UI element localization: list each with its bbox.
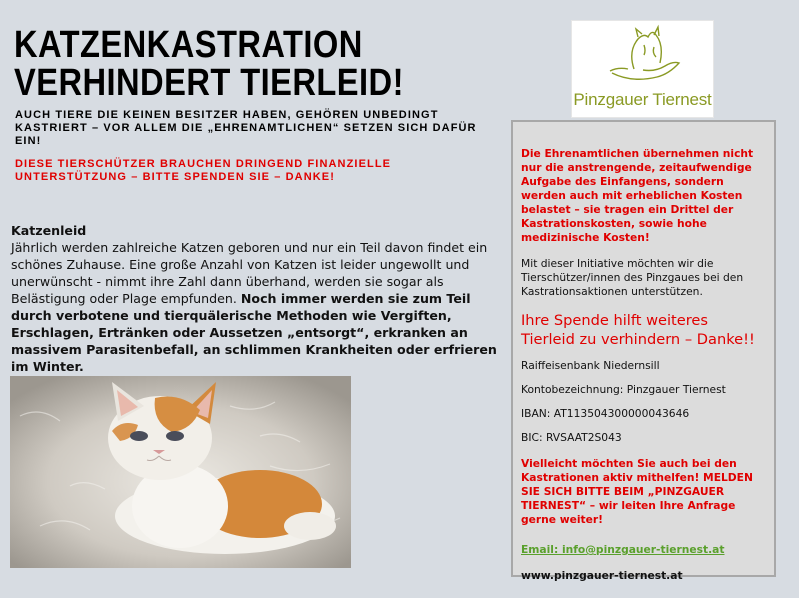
bic: BIC: RVSAAT2S043	[521, 431, 622, 444]
title-line-2: VERHINDERT TIERLEID!	[14, 62, 404, 104]
help-call: Vielleicht möchten Sie auch bei den Kastrationen aktiv mithelfen! MELDEN SIE SICH BITTE BEIM „PINZGAUER TIERNEST“ – wir leiten Ihre Anfrage gerne weiter!	[521, 457, 753, 526]
article-body	[11, 239, 499, 375]
donation-panel	[511, 120, 776, 582]
main-title	[14, 26, 427, 102]
logo-text: Pinzgauer Tiernest	[573, 90, 712, 109]
donation-call: Ihre Spende hilft weiteres Tierleid zu verhindern – Danke!!	[521, 312, 755, 348]
urgent-notice: DIESE TIERSCHÜTZER BRAUCHEN DRINGEND FINANZIELLE UNTERSTÜTZUNG – BITTE SPENDEN SIE – DANKE!	[15, 158, 392, 183]
logo	[571, 20, 714, 118]
kitten-illustration	[10, 376, 351, 568]
hand-cat-logo-icon	[572, 21, 713, 91]
bank-name: Raiffeisenbank Niedernsill	[521, 359, 660, 372]
article-text-bold: Noch immer werden sie zum Teil durch verbotene und tierquälerische Methoden wie Vergiften, Erschlagen, Ertränken oder Aussetzen „entsorgt“, erkranken an massivem Parasitenbefall, an schlimmen Krankheiten oder erfrieren im Winter.	[11, 291, 497, 374]
article-heading: Katzenleid	[11, 223, 87, 238]
volunteers-text: Die Ehrenamtlichen übernehmen nicht nur die anstrengende, zeitaufwendige Aufgabe des Einfangens, sondern werden auch mit erheblichen Kosten belastet – sie tragen ein Drittel der Kastrationskosten, sowie hohe medizinische Kosten!	[521, 147, 754, 244]
intro-text: AUCH TIERE DIE KEINEN BESITZER HABEN, GEHÖREN UNBEDINGT KASTRIERT – VOR ALLEM DIE „EHRENAMTLICHEN“ SETZEN SICH DAFÜR EIN!	[15, 109, 477, 147]
account-name: Kontobezeichnung: Pinzgauer Tiernest	[521, 383, 726, 396]
title-line-1: KATZENKASTRATION	[14, 24, 363, 66]
website-link[interactable]: www.pinzgauer-tiernest.at	[521, 569, 683, 582]
kitten-photo	[10, 376, 351, 568]
email-link[interactable]: Email: info@pinzgauer-tiernest.at	[521, 543, 725, 556]
iban: IBAN: AT113504300000043646	[521, 407, 690, 420]
article	[11, 222, 499, 375]
article-text-normal: Jährlich werden zahlreiche Katzen geboren und nur ein Teil davon findet ein schönes Zuhause. Eine große Anzahl von Katzen ist leider ungewollt und unerwünscht - nimmt ihre Zahl dann überhand, werden sie sogar als Belästigung oder Plage empfunden.	[11, 240, 488, 306]
initiative-text: Mit dieser Initiative möchten wir die Tierschützer/innen des Pinzgaues bei den Kastrationsaktionen unterstützen.	[521, 257, 744, 298]
